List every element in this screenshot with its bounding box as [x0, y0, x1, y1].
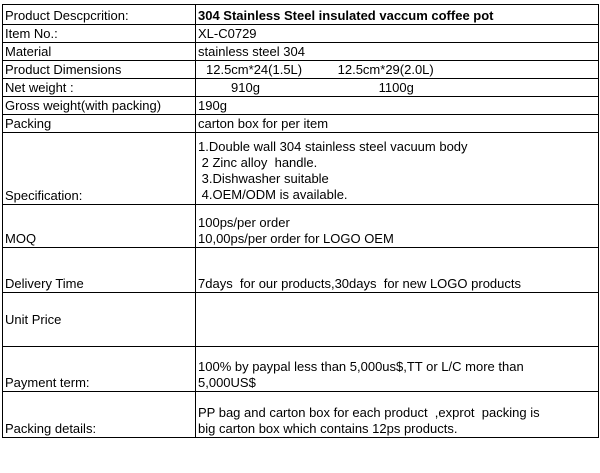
row-gross-weight	[3, 97, 599, 115]
specification-line: 3.Dishwasher suitable	[198, 171, 329, 186]
specification-list	[196, 133, 599, 205]
row-item-no	[3, 25, 599, 43]
specification-line: 4.OEM/ODM is available.	[198, 187, 348, 202]
dimensions-label: Product Dimensions	[3, 61, 196, 79]
item-no-label: Item No.:	[3, 25, 196, 43]
packing-label: Packing	[3, 115, 196, 133]
net-weight-value-small: 910g	[231, 80, 260, 95]
specification-label: Specification:	[3, 133, 196, 205]
dimensions-values	[196, 61, 599, 79]
row-net-weight	[3, 79, 599, 97]
gross-weight-value: 190g	[196, 97, 599, 115]
material-value: stainless steel 304	[196, 43, 599, 61]
moq-line: 10,00ps/per order for LOGO OEM	[198, 231, 394, 246]
net-weight-value-large: 1100g	[378, 80, 414, 95]
row-payment-term	[3, 347, 599, 392]
packing-details-label: Packing details:	[3, 392, 196, 438]
dimensions-value-large: 12.5cm*29(2.0L)	[337, 62, 434, 77]
product-spec-table	[2, 4, 599, 438]
gross-weight-label: Gross weight(with packing)	[3, 97, 196, 115]
row-unit-price	[3, 293, 599, 347]
item-no-value: XL-C0729	[196, 25, 599, 43]
unit-price-label: Unit Price	[3, 293, 196, 347]
moq-lines	[196, 205, 599, 248]
specification-line: 2 Zinc alloy handle.	[198, 155, 318, 170]
packing-details-line: big carton box which contains 12ps products.	[198, 421, 458, 436]
payment-term-lines	[196, 347, 599, 392]
packing-value: carton box for per item	[196, 115, 599, 133]
delivery-time-label: Delivery Time	[3, 248, 196, 293]
payment-term-line: 5,000US$	[198, 375, 256, 390]
row-material	[3, 43, 599, 61]
row-product-description	[3, 5, 599, 25]
product-description-value: 304 Stainless Steel insulated vaccum coffee pot	[196, 5, 599, 25]
net-weight-values	[196, 79, 599, 97]
unit-price-value	[196, 293, 599, 347]
row-packing	[3, 115, 599, 133]
specification-line: 1.Double wall 304 stainless steel vacuum body	[198, 139, 468, 154]
row-moq	[3, 205, 599, 248]
net-weight-label: Net weight :	[3, 79, 196, 97]
row-specification	[3, 133, 599, 205]
packing-details-line: PP bag and carton box for each product ,exprot packing is	[198, 405, 540, 420]
delivery-time-value: 7days for our products,30days for new LOGO products	[196, 248, 599, 293]
dimensions-value-small: 12.5cm*24(1.5L)	[206, 62, 303, 77]
row-delivery-time	[3, 248, 599, 293]
material-label: Material	[3, 43, 196, 61]
payment-term-label: Payment term:	[3, 347, 196, 392]
product-description-label: Product Descpcrition:	[3, 5, 196, 25]
payment-term-line: 100% by paypal less than 5,000us$,TT or L/C more than	[198, 359, 524, 374]
row-dimensions	[3, 61, 599, 79]
packing-details-lines	[196, 392, 599, 438]
moq-label: MOQ	[3, 205, 196, 248]
moq-line: 100ps/per order	[198, 215, 290, 230]
row-packing-details	[3, 392, 599, 438]
